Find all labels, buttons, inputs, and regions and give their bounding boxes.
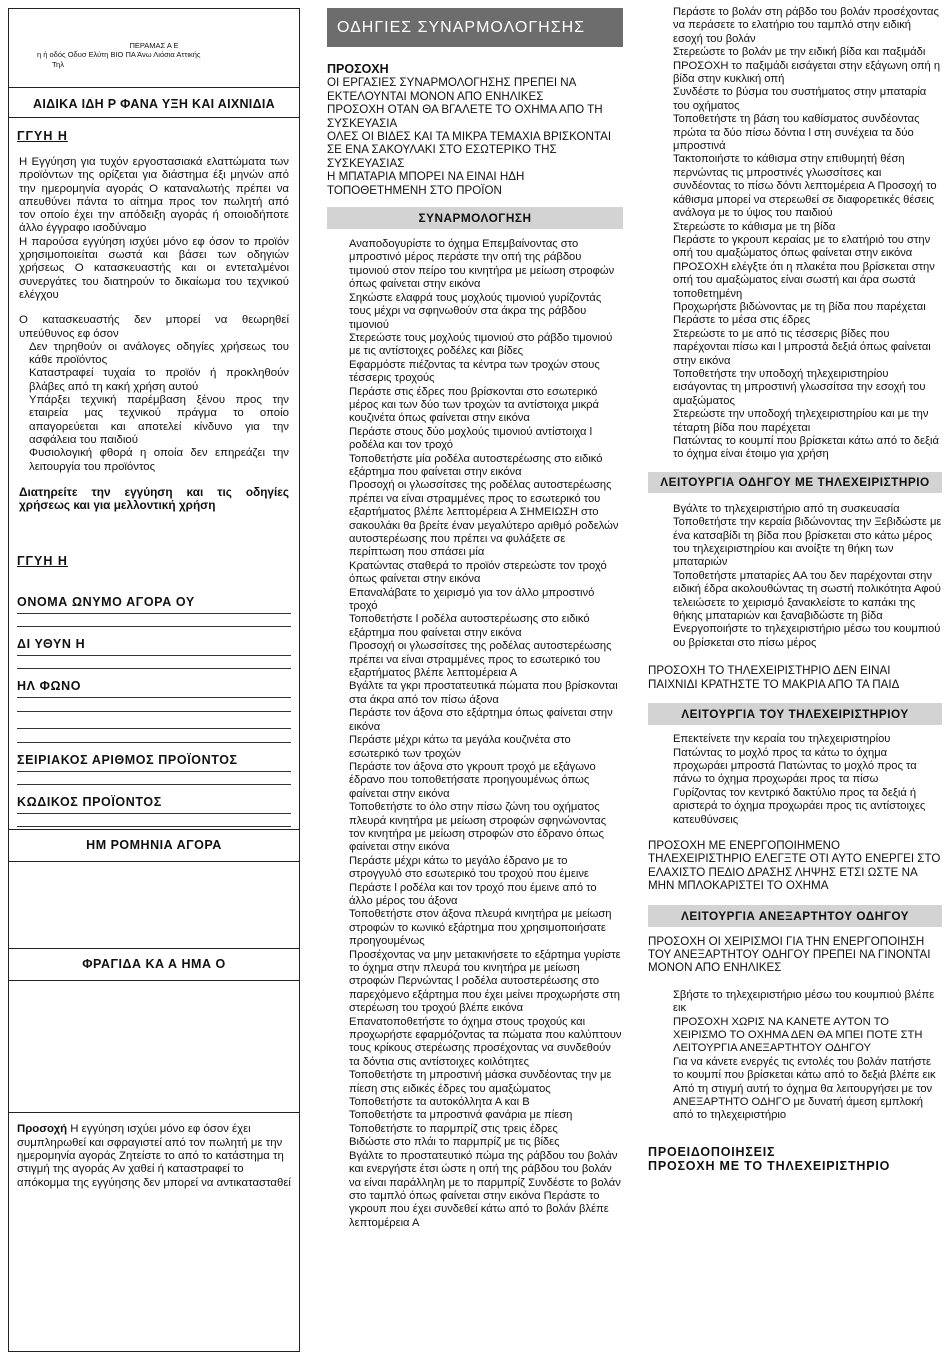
warranty-paragraph-1: Η Εγγύηση για τυχόν εργοστασιακά ελαττώματα των προϊόντων της ορίζεται για διάστημα έξι μηνών από την ημερομηνία αγοράς Ο καταναλωτής πρέπει να απευθύνει πάντα το αίτημα προς τον πωλητή από τον οποίο έχει την απόδειξη αγοράς ή οποιοδήποτε άλλο έγγραφο ισοδύναμο — [19, 156, 289, 235]
step-item: Περάστε το γκρουπ κεραίας με το ελατήριό του στην οπή του αμαξώματος όπως φαίνεται στην εικόνα ΠΡΟΣΟΧΗ ελέγξτε ότι η πλακέτα που βρίσκεται στην οπή του αμαξώματος είναι σωστή και άρα σωστά τοποθετημένη — [673, 233, 935, 300]
warranty-paragraph-3: Ο κατασκευαστής δεν μπορεί να θεωρηθεί υπεύθυνος εφ όσον — [19, 314, 289, 340]
step-item: Στερεώστε τους μοχλούς τιμονιού στο ράβδο τιμονιού με τις αντίστοιχες ροδέλες και βίδες — [349, 331, 613, 358]
instructions-banner: ΟΔΗΓΙΕΣ ΣΥΝΑΡΜΟΛΟΓΗΣΗΣ — [327, 8, 623, 47]
phone-line-4[interactable] — [17, 729, 291, 743]
step-item: Σηκώστε ελαφρά τους μοχλούς τιμονιού γυρίζοντάς τους μέχρι να σφηνωθούν στα άκρα της ράβδου τιμονιού — [349, 291, 602, 331]
step-item: Περάστε το βολάν στη ράβδο του βολάν προσέχοντας να περάσετε το ελατήριο του ταμπλό στην ειδική εσοχή του βολάν — [673, 6, 939, 45]
address-line-2[interactable] — [17, 656, 291, 669]
step-item: Τοποθετήστε l ροδέλα αυτοστερέωσης στο ειδικό εξάρτημα που φαίνεται στην εικόνα — [349, 613, 590, 639]
step-item: Τακτοποιήστε το κάθισμα στην επιθυμητή θέση περνώντας τις μπροστινές γλωσσίτσες και συνδέοντας το πίσω δόντι λεπτομέρεια Α Προσοχή το κάθισμα μπορεί να στερεωθεί σε διαφορετικές θέσεις ανάλογα με το ύψος του παιδιού — [673, 153, 937, 220]
step-item: Προσοχή οι γλωσσίτσες της ροδέλας αυτοστερέωσης πρέπει να είναι στραμμένες προς το εσωτερικό του εξαρτήματος βλέπε λεπτομέρεια Α ΣΗΜΕΙΩΣΗ στο σακουλάκι θα βρείτε έναν μεγαλύτερο αριθμό ροδελών αυτοστερέωσης που πρέπει να φυλάξετε σε περίπτωση που σπάσει μία — [349, 479, 619, 559]
purchase-date-label: ΗΜ ΡΟΜΗΝΙΑ ΑΓΟΡΑ — [86, 838, 222, 853]
remote-range-warning: ΠΡΟΣΟΧΗ ΜΕ ΕΝΕΡΓΟΠΟΙΗΜΕΝΟ ΤΗΛΕΧΕΙΡΙΣΤΗΡΙΟ ΕΛΕΓΞΤΕ ΟΤΙ ΑΥΤΟ ΕΝΕΡΓΕΙ ΣΤΟ ΕΛΑΧΙΣΤΟ ΠΕΔΙΟ ΔΡΑΣΗΣ ΛΗΨΗΣ ΕΤΣΙ ΩΣΤΕ ΝΑ ΜΗΝ ΜΠΛΟΚΑΡΙΣΤΕΙ ΤΟ ΟΧΗΜΑ — [648, 838, 941, 893]
step-item: Περάστε τον άξονα στο γκρουπ τροχό με εξάγωνο έδρανο που τοποθετήσατε προηγουμένως όπως φαίνεται στην εικόνα — [349, 760, 596, 800]
warning-line: ΠΡΟΣΟΧΗ ΟΤΑΝ ΘΑ ΒΓΑΛΕΤΕ ΤΟ ΟΧΗΜΑ ΑΠΟ ΤΗ ΣΥΣΚΕΥΑΣΙΑ — [327, 103, 603, 130]
remote-not-toy-warning: ΠΡΟΣΟΧΗ ΤΟ ΤΗΛΕΧΕΙΡΙΣΤΗΡΙΟ ΔΕΝ ΕΙΝΑΙ ΠΑΙΧΝΙΔΙ ΚΡΑΤΗΣΤΕ ΤΟ ΜΑΚΡΙΑ ΑΠΟ ΤΑ ΠΑΙΔ — [648, 664, 900, 691]
serial-number-line-2[interactable] — [17, 772, 291, 785]
step-item: Τοποθετήστε τη μπροστινή μάσκα συνδέοντας την με πίεση στις ειδικές έδρες του αμαξώματος — [349, 1069, 612, 1095]
step-item: Προσοχή οι γλωσσίτσες της ροδέλας αυτοστερέωσης πρέπει να είναι στραμμένες προς το εσωτερικό του εξαρτήματος βλέπε λεπτομέρεια Α — [349, 640, 612, 680]
warning-line: ΟΙ ΕΡΓΑΣΙΕΣ ΣΥΝΑΡΜΟΛΟΓΗΣΗΣ ΠΡΕΠΕΙ ΝΑ ΕΚΤΕΛΟΥΝΤΑΙ ΜΟΝΟΝ ΑΠΟ ΕΝΗΛΙΚΕΣ — [327, 76, 576, 103]
warnings-section — [648, 1145, 942, 1173]
product-code-line-2[interactable] — [17, 814, 291, 827]
phone-line-3[interactable] — [17, 712, 291, 729]
driver-remote-heading: ΛΕΙΤΟΥΡΓΙΑ ΟΔΗΓΟΥ ΜΕ ΤΗΛΕΧΕΙΡΙΣΤΗΡΙΟ — [648, 472, 942, 493]
company-name: ΠΕΡΑΜΑΣ Α Ε — [129, 41, 179, 50]
step-item: Γυρίζοντας τον κεντρικό δακτύλιο προς τα δεξιά ή αριστερά το όχημα προχωράει προς τις αντίστοιχες κατευθύνσεις — [673, 786, 926, 826]
remote-operation-heading: ΛΕΙΤΟΥΡΓΙΑ ΤΟΥ ΤΗΛΕΧΕΙΡΙΣΤΗΡΙΟΥ — [648, 703, 942, 725]
step-item: Τοποθετήστε τη βάση του καθίσματος συνδέοντας πρώτα τα δύο πίσω δόντια l στη συνέχεια τα δύο μπροστινά — [673, 113, 920, 153]
buyer-name-label: ΟΝΟΜΑ ΩΝΥΜΟ ΑΓΟΡΑ ΟΥ — [17, 595, 195, 610]
remote-caution-heading: ΠΡΟΣΟΧΗ ΜΕ ΤΟ ΤΗΛΕΧΕΙΡΙΣΤΗΡΙΟ — [648, 1158, 891, 1173]
stamp-label: ΦΡΑΓΙΔΑ ΚΑ Α ΗΜΑ Ο — [82, 957, 226, 972]
footer-note — [9, 1123, 299, 1189]
step-item: Περάστε στις έδρες που βρίσκονται στο εσωτερικό μέρος και των δύο των τροχών τα αντίστοιχα μικρά κουζινέτα όπως φαίνεται στην εικόνα — [349, 385, 600, 425]
assembly-heading: ΣΥΝΑΡΜΟΛΟΓΗΣΗ — [327, 207, 623, 229]
company-phone: Τηλ — [52, 60, 64, 69]
purchase-date-box[interactable] — [9, 862, 299, 949]
step-item: Τοποθετήστε τα αυτοκόλλητα Α και Β — [349, 1096, 530, 1109]
step-item: Περάστε τον άξονα στο εξάρτημα όπως φαίνεται στην εικόνα — [349, 707, 613, 733]
step-item: Από τη στιγμή αυτή το όχημα θα λειτουργήσει με τον ΑΝΕΞΑΡΤΗΤΟ ΟΔΗΓΟ με δυνατή άμεση εμπλοκή από το τηλεχειριστήριο — [673, 1082, 933, 1122]
footer-note-text: Η εγγύηση ισχύει μόνο εφ όσον έχει συμπληρωθεί και σφραγιστεί από τον πωλητή με την ημερομηνία αγοράς Ζητείστε το από το κατάστημα τη στιγμή της αγοράς Αν χαθεί ή καταστραφεί το απόκομμα της εγγύησης δεν μπορεί να αντικατασταθεί — [17, 1123, 291, 1189]
product-code-label: ΚΩΔΙΚΟΣ ΠΡΟΪΟΝΤΟΣ — [17, 795, 162, 810]
step-item: Περάστε μέχρι κάτω τα μεγάλα κουζινέτα στο εσωτερικό των τροχών — [349, 734, 571, 760]
warranty-heading: ΓΓΥΗ Η — [17, 129, 68, 143]
warranty-card — [8, 8, 300, 1352]
driver-remote-steps — [648, 503, 942, 650]
step-item: Συνδέστε το βύσμα του συστήματος στην μπαταρία του οχήματος — [673, 86, 927, 112]
step-item: Αναποδογυρίστε το όχημα Επεμβαίνοντας στο μπροστινό μέρος περάστε την οπή της ράβδου τιμονιού στον πείρο του κινητήρα με μείωση στροφών όπως φαίνεται στην εικόνα — [349, 238, 615, 291]
step-item: Κρατώντας σταθερά το προϊόν στερεώστε τον τροχό όπως φαίνεται στην εικόνα — [349, 559, 607, 586]
conditions-list — [9, 341, 299, 474]
remote-operation-steps — [648, 733, 942, 827]
step-item: Πατώντας το κουμπί που βρίσκεται κάτω από το δεξιά το όχημα είναι έτοιμο για χρήση — [673, 435, 939, 461]
step-item: Ενεργοποιήστε το τηλεχειριστήριο μέσω του κουμπιού ου βρίσκεται στο πίσω μέρος — [673, 623, 941, 649]
list-item: Καταστραφεί τυχαία το προϊόν ή προκληθούν βλάβες από τη κακή χρήση αυτού — [29, 367, 289, 393]
step-item: Τοποθετήστε την υποδοχή τηλεχειριστηρίου εισάγοντας τη μπροστινή γλωσσίτσα την εσοχή του αμαξώματος — [673, 367, 926, 407]
step-item: Τοποθετήστε στον άξονα πλευρά κινητήρα με μείωση στροφών το κωνικό εξάρτημα που χρησιμοποιήσατε προηγουμένως — [349, 908, 612, 948]
step-item: Τοποθετήστε το όλο στην πίσω ζώνη του οχήματος πλευρά κινητήρα με μείωση στροφών σφηνώνοντας τον κινητήρα με μείωση στροφών στο έδρανο όπως φαίνεται στην εικόνα — [349, 801, 607, 854]
warning-title: ΠΡΟΣΟΧΗ — [327, 62, 389, 76]
list-item: Δεν τηρηθούν οι ανάλογες οδηγίες χρήσεως του κάθε προϊόντος — [29, 340, 289, 367]
step-item: Στερεώστε το βολάν με την ειδική βίδα και παξιμάδι ΠΡΟΣΟΧΗ το παξιμάδι εισάγεται στην εξάγωνη οπή η βίδα στην κυκλική οπή — [673, 46, 941, 86]
step-item: Σβήστε το τηλεχειριστήριο μέσω του κουμπιού βλέπε εικ — [673, 988, 935, 1015]
phone-line-2[interactable] — [17, 698, 291, 712]
step-item: Εφαρμόστε πιέζοντας τα κέντρα των τροχών στους τέσσερις τροχούς — [349, 358, 600, 385]
independent-driver-steps — [648, 989, 942, 1123]
step-item: Επεκτείνετε την κεραία του τηλεχειριστηρίου — [673, 733, 891, 746]
assembly-column — [327, 0, 623, 1230]
serial-number-label: ΣΕΙΡΙΑΚΟΣ ΑΡΙΘΜΟΣ ΠΡΟΪΟΝΤΟΣ — [17, 753, 238, 768]
form-heading: ΓΓΥΗ Η — [17, 554, 68, 569]
step-item: Επαναλάβατε το χειρισμό για τον άλλο μπροστινό τροχό — [349, 586, 595, 613]
warnings-heading: ΠΡΟΕΙΔΟΠΟΙΗΣΕΙΣ — [648, 1144, 776, 1159]
step-item: Στερεώστε την υποδοχή τηλεχειριστηρίου και με την τέταρτη βίδα που παρέχεται — [673, 408, 929, 434]
buyer-name-line-2[interactable] — [17, 614, 291, 627]
step-item: Στερεώστε το κάθισμα με τη βίδα — [673, 220, 836, 233]
step-item: Περάστε το μέσα στις έδρες — [673, 314, 811, 327]
step-item: Τοποθετήστε μία ροδέλα αυτοστερέωσης στο ειδικό εξάρτημα που φαίνεται στην εικόνα — [349, 452, 603, 478]
step-item: Τοποθετήστε τα μπροστινά φανάρια με πίεση — [349, 1109, 573, 1122]
step-item: Στερεώστε το με από τις τέσσερις βίδες που παρέχονται πίσω και l μπροστά δεξιά όπως φαίνεται στην εικόνα — [673, 327, 931, 367]
card-title: ΑΙΔΙΚΑ ΙΔΗ Ρ ΦΑΝΑ ΥΞΗ ΚΑΙ ΑΙΧΝΙΔΙΑ — [9, 88, 299, 118]
footer-note-bold: Προσοχή — [17, 1123, 68, 1136]
step-item: Πατώντας το μοχλό προς τα κάτω το όχημα προχωράει μπροστά Πατώντας το μοχλό προς τα πάνω το όχημα προχωράει προς τα πίσω — [673, 746, 917, 786]
step-item: Προσέχοντας να μην μετακινήσετε το εξάρτημα γυρίστε το όχημα στην πλευρά του κινητήρα με μείωση στροφών Περνώντας l ροδέλα αυτοστερέωσης στο παρεχόμενο εξάρτημα που έχει μείνει προχωρήστε στη στερέωση του τροχού βλέπε εικόνα — [349, 948, 621, 1015]
step-item: Τοποθετήστε το παρμπρίζ στις τρεις έδρες — [349, 1122, 558, 1135]
step-item: Περάστε l ροδέλα και τον τροχό που έμεινε από το άλλο μέρος του άξονα — [349, 881, 597, 907]
list-item: Υπάρξει τεχνική παρέμβαση ξένου προς την εταιρεία μας τεχνικού πράγμα το οποίο απαγορεύεται και αποτελεί κίνδυνο για την ασφάλεια του παιδιού — [29, 394, 289, 446]
stamp-box[interactable] — [9, 981, 299, 1113]
step-item: Βγάλτε τα γκρι προστατευτικά πώματα που βρίσκονται στα άκρα από τον πίσω άξονα — [349, 680, 618, 706]
step-item: Τοποθετήστε μπαταρίες ΑΑ του δεν παρέχονται στην ειδική έδρα ακολουθώντας τη σωστή πολικότητα Αφού τελειώσετε το χειρισμό ξανακλείστε το καπάκι της θήκης μπαταριών και ξαναβιδώστε τη βίδα — [673, 569, 941, 623]
operation-column — [648, 0, 942, 1173]
step-item: Βιδώστε στο πλάι το παρμπρίζ με τις βίδες — [349, 1136, 560, 1149]
step-item: Περάστε μέχρι κάτω το μεγάλο έδρανο με το στρογγυλό στο εσωτερικό του τροχού που έμεινε — [349, 854, 589, 881]
step-item: Επανατοποθετήστε το όχημα στους τροχούς και προχωρήστε εφαρμόζοντας τα πώματα που καλύπτουν τους κρίκους στερέωσης προσέχοντας να συνδεθούν τα δόντια στις αντίστοιχες κοιλότητες — [349, 1015, 622, 1068]
step-item: Βγάλτε το τηλεχειριστήριο από τη συσκευασία Τοποθετήστε την κεραία βιδώνοντας την Ξεβιδώστε με ένα κατσαβίδι τη βίδα που βρίσκεται στο κάτω μέρος του τηλεχειριστηρίου και ανοίξτε τη θήκη των μπαταριών — [673, 502, 942, 569]
company-header — [9, 9, 299, 88]
safety-warning — [327, 63, 623, 197]
step-item: Περάστε στους δύο μοχλούς τιμονιού αντίστοιχα l ροδέλα και τον τροχό — [349, 425, 593, 452]
assembly-steps-continued — [648, 6, 942, 462]
independent-driver-heading: ΛΕΙΤΟΥΡΓΙΑ ΑΝΕΞΑΡΤΗΤΟΥ ΟΔΗΓΟΥ — [648, 905, 942, 927]
adult-only-warning: ΠΡΟΣΟΧΗ ΟΙ ΧΕΙΡΙΣΜΟΙ ΓΙΑ ΤΗΝ ΕΝΕΡΓΟΠΟΙΗΣΗ ΤΟΥ ΑΝΕΞΑΡΤΗΤΟΥ ΟΔΗΓΟΥ ΠΡΕΠΕΙ ΝΑ ΓΙΝΟΝΤΑΙ ΜΟΝΟΝ ΑΠΟ ΕΝΗΛΙΚΕΣ — [648, 934, 931, 975]
warning-line: Η ΜΠΑΤΑΡΙΑ ΜΠΟΡΕΙ ΝΑ ΕΙΝΑΙ ΗΔΗ ΤΟΠΟΘΕΤΗΜΕΝΗ ΣΤΟ ΠΡΟΪΟΝ — [327, 170, 525, 197]
step-item: ΠΡΟΣΟΧΗ ΧΩΡΙΣ ΝΑ ΚΑΝΕΤΕ ΑΥΤΟΝ ΤΟ ΧΕΙΡΙΣΜΟ ΤΟ ΟΧΗΜΑ ΔΕΝ ΘΑ ΜΠΕΙ ΠΟΤΕ ΣΤΗ ΛΕΙΤΟΥΡΓΙΑ ΑΝΕΞΑΡΤΗΤΟΥ ΟΔΗΓΟΥ — [673, 1015, 923, 1055]
step-item: Για να κάνετε ενεργές τις εντολές του βολάν πατήστε το κουμπί που βρίσκεται κάτω από το δεξιά βλέπε εικ — [673, 1055, 936, 1082]
list-item: Φυσιολογική φθορά η οποία δεν επηρεάζει την λειτουργία του προϊόντος — [29, 447, 289, 473]
step-item: Προχωρήστε βιδώνοντας με τη βίδα που παρέχεται — [673, 300, 926, 313]
phone-label: ΗΛ ΦΩΝΟ — [17, 679, 82, 694]
warning-line: ΟΛΕΣ ΟΙ ΒΙΔΕΣ ΚΑΙ ΤΑ ΜΙΚΡΑ ΤΕΜΑΧΙΑ ΒΡΙΣΚΟΝΤΑΙ ΣΕ ΕΝΑ ΣΑΚΟΥΛΑΚΙ ΣΤΟ ΕΣΩΤΕΡΙΚΟ ΤΗΣ ΣΥΣΚΕΥΑΣΙΑΣ — [327, 130, 612, 170]
keep-warranty-note: Διατηρείτε την εγγύηση και τις οδηγίες χρήσεως και για μελλοντική χρήση — [19, 484, 289, 513]
company-address: η ή οδός Οδυσ Ελύτη ΒΙΟ ΠΑ Άνω Λιόσια Αττικής — [37, 50, 201, 59]
address-label: ΔΙ ΥΘΥΝ Η — [17, 637, 86, 652]
step-item: Βγάλτε το προστατευτικό πώμα της ράβδου του βολάν και ενεργήστε έτσι ώστε η οπή της ράβδου του βολάν να είναι παράλληλη με το παρμπρίζ Συνδέστε το βολάν στο ταμπλό όπως φαίνεται στην εικόνα Περάστε το γκρουπ που έχει συνδεθεί κάτω από το βολάν βλέπε λεπτομέρεια Α — [349, 1149, 621, 1229]
warranty-paragraph-2: Η παρούσα εγγύηση ισχύει μόνο εφ όσον το προϊόν χρησιμοποιείται σωστά και βάσει των οδηγιών χρήσεως Ο κατασκευαστής και οι εντεταλμένοι συνεργάτες του διατηρούν το δικαίωμα του τεχνικού ελέγχου — [19, 235, 289, 301]
assembly-steps — [327, 238, 623, 1230]
